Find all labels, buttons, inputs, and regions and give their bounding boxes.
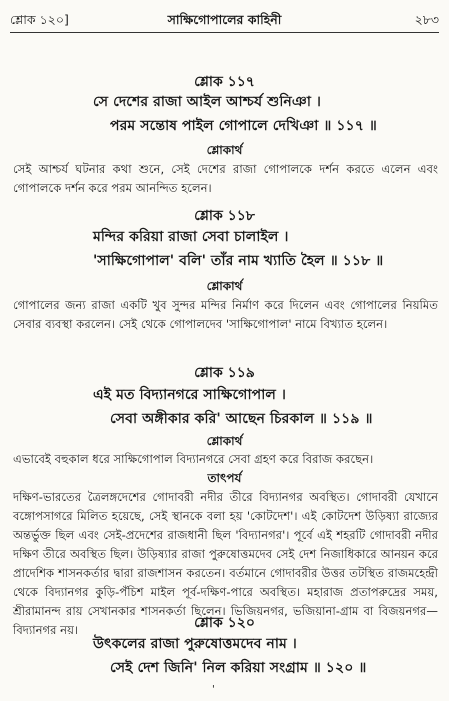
- verse-119-purport-label: তাৎপর্য: [207, 471, 242, 485]
- verse-119-label: শ্লোক ১১৯: [194, 365, 255, 381]
- verse-117-line-1: সে দেশের রাজা আইল আশ্চর্য শুনিঞা ।: [93, 94, 321, 110]
- verse-118-line-1: মন্দির করিয়া রাজা সেবা চালাইল ।: [93, 229, 289, 245]
- header-verse-ref: শ্লোক ১২০]: [10, 12, 69, 27]
- footer-mark: ': [212, 684, 215, 695]
- verse-117-translation-text: সেই আশ্চর্য ঘটনার কথা শুনে, সেই দেশের রাজা গোপালকে দর্শন করতে এলেন এবং গোপালকে দর্শন করে পরম আনন্দিত হলেন।: [13, 162, 438, 195]
- verse-118-label: শ্লোক ১১৮: [194, 208, 255, 224]
- verse-118-translation-text: গোপালের জন্য রাজা একটি খুব সুন্দর মন্দির নির্মাণ করে দিলেন এবং গোপালের নিয়মিত সেবার ব্যবস্থা করলেন। সেই থেকে গোপালদেব 'সাক্ষিগোপাল' নামে বিখ্যাত হলেন।: [13, 298, 438, 331]
- verse-118-line-2: 'সাক্ষিগোপাল' বলি' তাঁর নাম খ্যাতি হৈল ॥ ১১৮ ॥: [93, 253, 384, 269]
- running-header: [10, 12, 439, 34]
- verse-119-purport-text: দক্ষিণ-ভারতের ত্রৈলঙ্গদেশের গোদাবরী নদীর তীরে বিদ্যানগর অবস্থিত। গোদাবরী যেখানে বঙ্গোপসাগরে মিলিত হয়েছে, সেই স্থানকে বলা হয় 'কোটদেশ'। এই কোটদেশ উড়িষ্যা রাজ্যের অন্তর্ভুক্ত ছিল এবং সেই-প্রদেশের রাজধানী ছিল 'বিদ্যানগর'। পূর্বে এই শহরটি গোদাবরী নদীর দক্ষিণ তীরে অবস্থিত ছিল। উড়িষ্যার রাজা পুরুষোত্তমদেব সেই দেশ নিজাধিকারে আনয়ন করে প্রাদেশিক শাসনকর্তার দ্বারা রাজশাসন করতেন। বর্তমানে গোদাবরীর উত্তর তটস্থিত রাজমহেন্দ্রী থেকে বিদ্যানগর কুড়ি-পঁচিশ মাইল পূর্ব-দক্ষিণ-পারে অবস্থিত। মহারাজ প্রতাপরুদ্রের সময়, শ্রীরামানন্দ রায় সেখানকার শাসনকর্তা ছিলেন। ভিজিয়নগর, ভজিয়ানা-গ্রাম বা বিজয়নগর—বিদ্যানগর নয়।: [13, 490, 438, 637]
- verse-118-translation-label: শ্লোকার্থ: [206, 279, 243, 293]
- header-chapter-title: সাক্ষিগোপালের কাহিনী: [167, 12, 282, 27]
- verse-120-line-2: সেই দেশ জিনি' নিল করিয়া সংগ্রাম ॥ ১২০ ॥: [110, 660, 367, 676]
- verse-117-label: শ্লোক ১১৭: [194, 74, 255, 90]
- verse-120-line-1: উৎকলের রাজা পুরুষোত্তমদেব নাম ।: [93, 636, 297, 652]
- page-number: ২৮৩: [414, 12, 439, 27]
- verse-119-line-1: এই মত বিদ্যানগরে সাক্ষিগোপাল ।: [93, 387, 286, 403]
- header-rule: [10, 32, 439, 33]
- verse-119-translation-label: শ্লোকার্থ: [206, 434, 243, 448]
- verse-118-translation: [13, 296, 438, 334]
- verse-119-translation-text: এভাবেই বহুকাল ধরে সাক্ষিগোপাল বিদ্যানগরে সেবা গ্রহণ করে বিরাজ করছেন।: [13, 452, 374, 466]
- verse-117-translation-label: শ্লোকার্থ: [206, 143, 243, 157]
- verse-117-translation: [13, 160, 438, 198]
- verse-119-translation: [13, 450, 438, 469]
- verse-117-line-2: পরম সন্তোষ পাইল গোপালে দেখিঞা ॥ ১১৭ ॥: [110, 118, 377, 134]
- verse-119-line-2: সেবা অঙ্গীকার করি' আছেন চিরকাল ॥ ১১৯ ॥: [110, 411, 373, 427]
- verse-120-label: শ্লোক ১২০: [194, 615, 255, 631]
